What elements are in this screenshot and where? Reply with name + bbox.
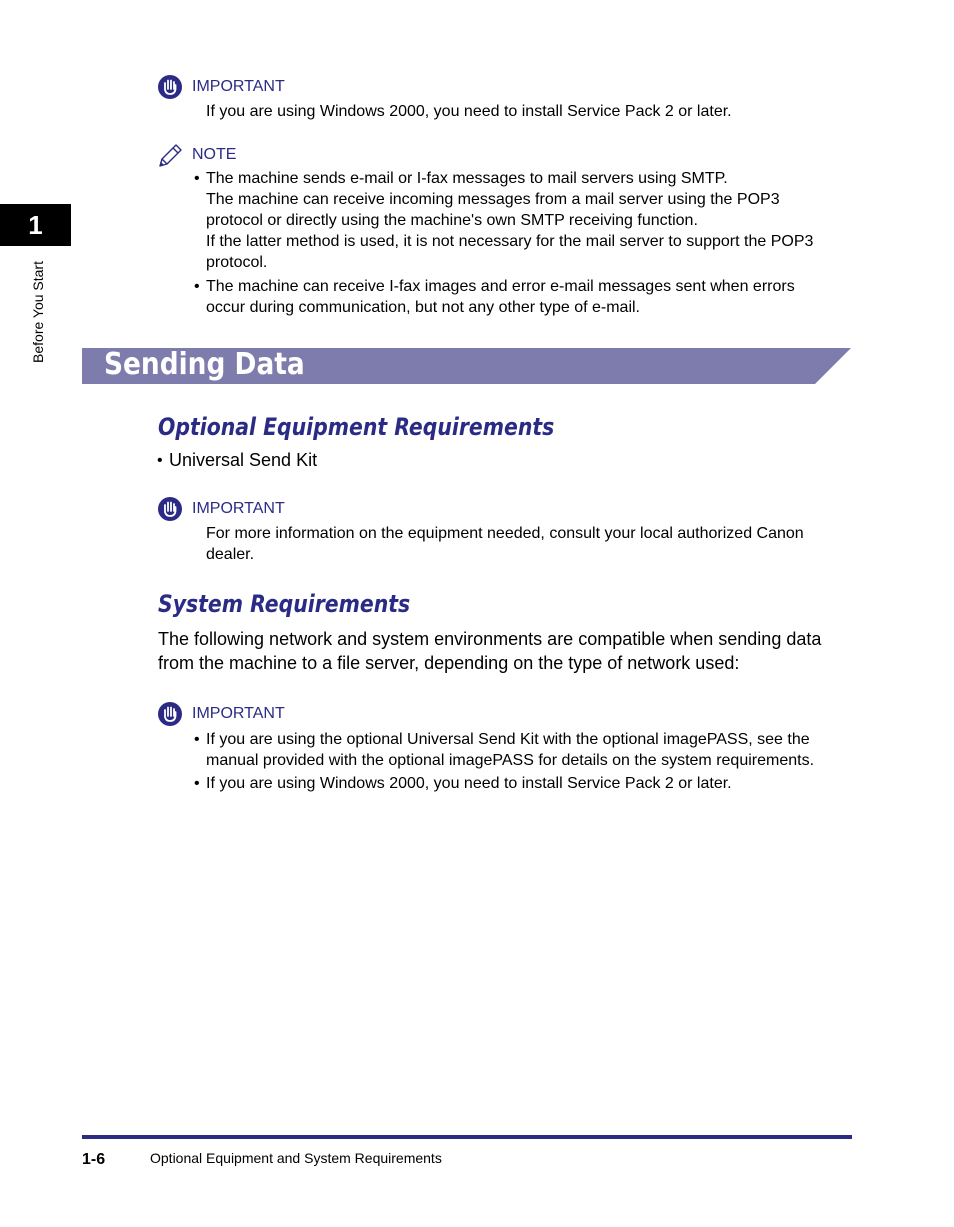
bullet: • xyxy=(194,775,200,792)
important-item-1 xyxy=(206,729,814,771)
footer-title: Optional Equipment and System Requirements xyxy=(150,1150,442,1166)
note-line: protocol. xyxy=(206,254,268,271)
note-line: The machine can receive I-fax images and error e-mail messages sent when errors xyxy=(206,278,795,295)
section-title: Sending Data xyxy=(104,347,305,382)
important-label: IMPORTANT xyxy=(192,78,285,95)
paragraph-line: The following network and system environments are compatible when sending data xyxy=(158,629,822,649)
note-line: occur during communication, but not any other type of e-mail. xyxy=(206,299,640,316)
chapter-tab: 1 xyxy=(0,204,71,246)
paragraph-line: from the machine to a file server, depending on the type of network used: xyxy=(158,653,740,673)
bullet: • xyxy=(194,278,200,295)
important-line: If you are using Windows 2000, you need to install Service Pack 2 or later. xyxy=(206,775,732,792)
important-line: dealer. xyxy=(206,546,255,563)
note-label: NOTE xyxy=(192,146,237,163)
note-line: The machine can receive incoming messages from a mail server using the POP3 xyxy=(206,191,780,208)
note-item-2 xyxy=(206,276,795,318)
important-line: For more information on the equipment needed, consult your local authorized Canon xyxy=(206,525,804,542)
pencil-icon xyxy=(157,143,183,169)
hand-stop-icon xyxy=(157,701,183,727)
hand-stop-icon xyxy=(157,74,183,100)
optional-heading: Optional Equipment Requirements xyxy=(158,413,555,441)
hand-stop-icon xyxy=(157,496,183,522)
bullet: • xyxy=(157,452,163,469)
important-text: If you are using Windows 2000, you need to install Service Pack 2 or later. xyxy=(206,103,732,120)
bullet: • xyxy=(194,731,200,748)
important-label: IMPORTANT xyxy=(192,705,285,722)
important-label: IMPORTANT xyxy=(192,500,285,517)
chapter-side-label: Before You Start xyxy=(30,261,46,363)
note-item-1 xyxy=(206,168,813,273)
system-heading: System Requirements xyxy=(158,590,411,618)
system-paragraph xyxy=(158,627,821,675)
important-line: manual provided with the optional imagePASS for details on the system requirements. xyxy=(206,752,815,769)
page-number: 1-6 xyxy=(82,1151,106,1168)
footer-rule xyxy=(82,1135,852,1139)
note-line: The machine sends e-mail or I-fax messages to mail servers using SMTP. xyxy=(206,170,728,187)
optional-item: Universal Send Kit xyxy=(169,450,318,470)
note-line: If the latter method is used, it is not necessary for the mail server to support the POP3 xyxy=(206,233,814,250)
bullet: • xyxy=(194,170,200,187)
important-item-2 xyxy=(206,773,732,794)
important-line: If you are using the optional Universal Send Kit with the optional imagePASS, see the xyxy=(206,731,810,748)
note-line: protocol or directly using the machine's own SMTP receiving function. xyxy=(206,212,698,229)
important-text xyxy=(206,523,804,565)
